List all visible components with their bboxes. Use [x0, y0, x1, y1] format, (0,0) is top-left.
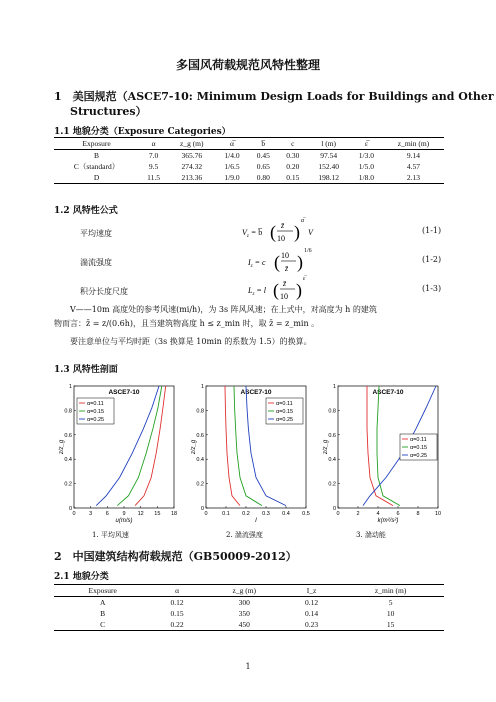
x-tick-label: 15 [154, 511, 161, 517]
page-number: 1 [245, 662, 251, 671]
table-header: z_min (m) [374, 586, 407, 595]
table-cell: 213.36 [181, 173, 203, 182]
table-cell: 4.57 [406, 162, 421, 171]
chart-turbulence-intensity [190, 376, 315, 526]
svg-text:): ) [296, 280, 302, 300]
table-cell: 0.22 [170, 620, 184, 629]
svg-text:10: 10 [277, 234, 285, 243]
series-line-1 [117, 386, 162, 506]
paragraph-1-line2: 物而言：z̄ = z/(0.6h)，且当建筑物高度 h ≤ z_min 时，取 z̄ = z_min 。 [54, 319, 320, 328]
table-cell: 0.14 [304, 609, 319, 618]
table-cell: B [94, 151, 100, 160]
svg-text:(: ( [273, 280, 279, 300]
exposure-table-asce [54, 137, 444, 184]
table-cell: 300 [238, 598, 250, 607]
formula-1-1 [240, 214, 330, 248]
y-tick-label: 0 [332, 506, 336, 512]
x-tick-label: 9 [122, 511, 126, 517]
x-tick-label: 0 [204, 511, 208, 517]
y-tick-label: 1 [200, 384, 204, 390]
table-header: z_min (m) [397, 139, 430, 148]
formula-1-3 [246, 272, 326, 306]
chart-turbulent-kinetic-energy [322, 376, 447, 526]
section-2-1-heading: 2.1 地貌分类 [54, 572, 109, 582]
chart-3-caption: 3. 湍动能 [356, 531, 386, 539]
svg-text:z̄: z̄ [285, 264, 289, 273]
chart-2-caption: 2. 湍流强度 [226, 531, 263, 539]
x-tick-label: 8 [416, 511, 420, 517]
page-title: 多国风荷载规范风特性整理 [175, 58, 320, 72]
svg-text:Vz = b̅: $V_z$ = b̅ [242, 228, 263, 239]
table-cell: 1/5.0 [358, 162, 374, 171]
legend-label: α=0.25 [276, 417, 294, 423]
y-tick-label: 1 [68, 384, 72, 390]
x-tick-label: 0 [336, 511, 340, 517]
y-tick-label: 0.8 [64, 408, 72, 415]
legend-label: α=0.25 [410, 453, 428, 459]
table-cell: 7.0 [148, 151, 159, 160]
legend-label: α=0.15 [410, 445, 428, 451]
table-header: α [175, 586, 180, 595]
table-row [54, 608, 444, 619]
y-tick-label: 0.6 [196, 432, 204, 439]
section-1-heading-line2: Structures） [70, 105, 147, 118]
y-tick-label: 0.2 [64, 481, 72, 488]
table-cell: 9.5 [148, 162, 159, 171]
section-1-3-heading: 1.3 风特性剖面 [54, 365, 118, 375]
table-header: Exposure [88, 586, 117, 595]
table-cell: 0.23 [304, 620, 319, 629]
x-tick-label: 12 [137, 511, 144, 517]
chart-mean-velocity [58, 376, 183, 526]
series-line-0 [225, 386, 240, 506]
table-header: l (m) [321, 139, 337, 148]
table-cell: 450 [238, 620, 250, 629]
legend-label: α=0.11 [276, 401, 293, 407]
y-tick-label: 0 [68, 506, 72, 512]
table-cell: 1/3.0 [358, 151, 374, 160]
series-line-0 [135, 386, 166, 506]
table-cell: 9.14 [406, 151, 421, 160]
series-line-1 [377, 386, 400, 506]
table-cell: 198.12 [318, 173, 339, 182]
table-header: α [151, 139, 156, 148]
paragraph-1-line1: V——10m 高度处的参考风速(mi/h)，为 3s 阵风风速；在上式中，对高度为 h 的建筑 [70, 305, 377, 314]
x-tick-label: 2 [356, 511, 360, 517]
svg-text:10: 10 [281, 251, 289, 260]
table-cell: 10 [386, 609, 395, 618]
table-header-row [54, 138, 444, 150]
table-cell: 0.45 [256, 151, 270, 160]
y-axis-label: z/z_g [191, 439, 197, 455]
table-header: z_g (m) [179, 139, 204, 148]
y-tick-label: 0.8 [196, 408, 204, 415]
svg-text:ε̅: ε̅ [303, 276, 306, 282]
table-row [54, 597, 444, 609]
chart-title: ASCE7-10 [240, 389, 272, 396]
x-axis-label: I [255, 518, 257, 524]
table-cell: 1/4.0 [224, 151, 240, 160]
table-header: c [291, 139, 295, 148]
table-cell: A [99, 598, 106, 607]
svg-text:Lz = l: $L_z = l$ [248, 286, 267, 297]
svg-text:10: 10 [280, 292, 288, 301]
svg-text:(: ( [270, 222, 276, 242]
legend-label: α=0.25 [87, 417, 105, 423]
x-tick-label: 4 [376, 511, 380, 517]
table-cell: 0.12 [304, 598, 319, 607]
x-tick-label: 0.3 [262, 511, 270, 517]
chart-title: ASCE7-10 [372, 389, 404, 396]
x-tick-label: 0.5 [302, 511, 310, 517]
section-1-heading-line1: 1 美国规范（ASCE7-10: Minimum Design Loads for Buildings and Other [54, 90, 494, 103]
y-tick-label: 0.4 [196, 457, 204, 464]
table-cell: 0.30 [286, 151, 300, 160]
table-cell: 365.76 [181, 151, 203, 160]
y-axis-label: z/z_g [59, 439, 65, 455]
x-tick-label: 0.4 [282, 511, 290, 517]
svg-text:(: ( [274, 252, 280, 272]
y-tick-label: 0 [200, 506, 204, 512]
table-header: I_z [306, 586, 317, 595]
formula-3-label: 积分长度尺度 [80, 287, 128, 296]
table-header: z_g (m) [232, 586, 257, 595]
table-cell: 1/6.5 [224, 162, 240, 171]
x-tick-label: 6 [105, 511, 109, 517]
table-cell: C（standard） [73, 162, 120, 171]
table-cell: C [100, 620, 106, 629]
x-tick-label: 0.1 [222, 511, 230, 517]
y-tick-label: 0.2 [196, 481, 204, 488]
legend-label: α=0.11 [410, 437, 427, 443]
x-tick-label: 6 [396, 511, 400, 517]
formula-1-number: (1-1) [422, 226, 442, 235]
paragraph-2: 要注意单位与平均时距（3s 换算是 10min 的系数为 1.5）的换算。 [70, 337, 312, 346]
x-tick-label: 0.2 [242, 511, 250, 517]
table-cell: 274.32 [181, 162, 203, 171]
table-header: α̅ [230, 139, 234, 148]
series-line-0 [367, 386, 393, 506]
svg-text:z̄: z̄ [281, 221, 285, 230]
exposure-table-gb [54, 584, 444, 631]
x-axis-label: k(m²/s²) [377, 518, 399, 524]
table-cell: 5 [388, 598, 393, 607]
table-cell: 0.80 [256, 173, 270, 182]
table-cell: 0.12 [170, 598, 184, 607]
y-tick-label: 0.4 [328, 457, 336, 464]
svg-text:): ) [297, 252, 303, 272]
table-cell: 1/8.0 [358, 173, 374, 182]
formula-2-number: (1-2) [422, 255, 442, 264]
section-2-heading: 2 中国建筑结构荷载规范（GB50009-2012） [54, 550, 297, 563]
legend-label: α=0.15 [87, 409, 105, 415]
y-tick-label: 0.8 [328, 408, 336, 415]
y-axis-label: z/z_g [323, 439, 329, 455]
formula-3-number: (1-3) [422, 284, 442, 293]
legend-label: α=0.11 [87, 401, 104, 407]
table-cell: 15 [386, 620, 395, 629]
series-line-1 [234, 386, 262, 506]
table-cell: 0.15 [170, 609, 184, 618]
table-header: ε̅ [364, 139, 368, 148]
svg-text:): ) [294, 222, 300, 242]
table-header: Exposure [82, 139, 111, 148]
table-cell: 152.40 [318, 162, 339, 171]
svg-text:α̅: α̅ [301, 218, 305, 224]
table-cell: 0.65 [256, 162, 270, 171]
table-row [54, 172, 444, 184]
svg-text:1/6: 1/6 [304, 248, 312, 254]
table-cell: 1/9.0 [224, 173, 240, 182]
table-cell: D [93, 173, 100, 182]
y-tick-label: 1 [332, 384, 336, 390]
table-header-row [54, 585, 444, 597]
table-cell: 0.15 [286, 173, 300, 182]
table-row [54, 619, 444, 631]
y-tick-label: 0.4 [64, 457, 72, 464]
section-1-2-heading: 1.2 风特性公式 [54, 206, 118, 216]
x-tick-label: 3 [89, 511, 93, 517]
formula-2-label: 湍流强度 [80, 258, 112, 267]
table-cell: 97.54 [320, 151, 338, 160]
chart-1-caption: 1. 平均风速 [92, 531, 129, 539]
y-tick-label: 0.6 [328, 432, 336, 439]
svg-text:z̄: z̄ [283, 279, 287, 288]
formula-1-label: 平均速度 [80, 229, 112, 238]
x-tick-label: 18 [170, 511, 178, 517]
table-cell: B [100, 609, 106, 618]
table-cell: 0.20 [286, 162, 300, 171]
section-1-1-heading: 1.1 地貌分类（Exposure Categories） [54, 127, 231, 137]
table-header: b̅ [261, 139, 266, 148]
svg-text:Iz = c: $I_z = c$ [248, 258, 266, 269]
chart-title: ASCE7-10 [108, 389, 140, 396]
x-tick-label: 0 [72, 511, 76, 517]
x-tick-label: 10 [434, 511, 442, 517]
legend-label: α=0.15 [276, 409, 294, 415]
y-tick-label: 0.6 [64, 432, 72, 439]
table-cell: 350 [238, 609, 250, 618]
svg-text:V: V [308, 228, 313, 237]
table-row [54, 161, 444, 172]
table-cell: 11.5 [147, 173, 160, 182]
x-axis-label: u(m/s) [115, 518, 133, 524]
table-row [54, 150, 444, 162]
y-tick-label: 0.2 [328, 481, 336, 488]
table-cell: 2.13 [406, 173, 421, 182]
